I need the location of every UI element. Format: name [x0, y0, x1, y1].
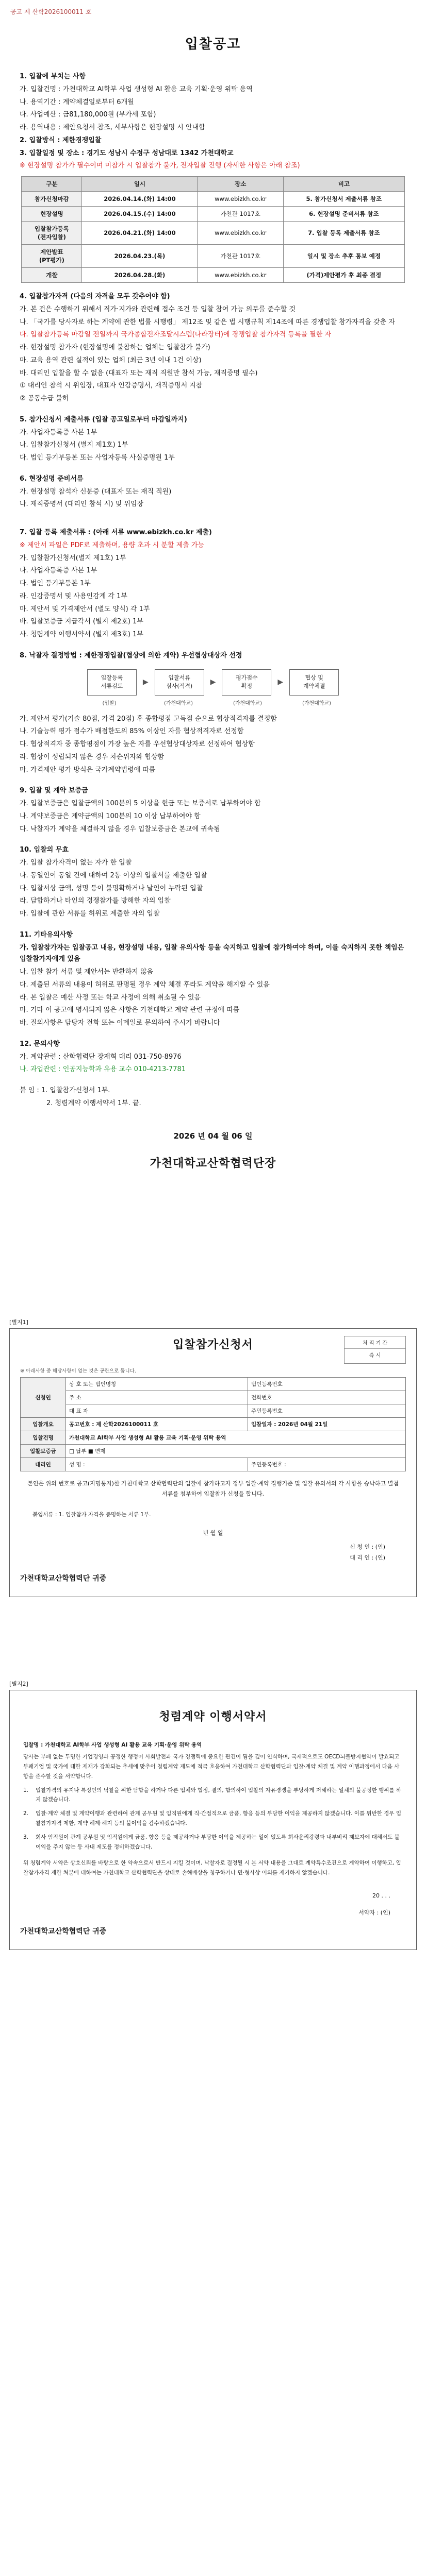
signature-line: 대 리 인 : (인) — [350, 1554, 385, 1562]
table-row — [22, 192, 404, 207]
section-item: 나. 사업자등록증 사본 1부 — [20, 567, 97, 575]
section-item: 가. 입찰참가자는 입찰공고 내용, 현장설명 내용, 입찰 유의사항 등을 숙지하고 입찰에 참가하여야 하며, 이를 숙지하지 못한 책임은 입찰참가자에게 있음 — [20, 943, 404, 963]
section-item: 바. 대리인 입찰을 할 수 없음 (대표자 또는 재직 직원만 참석 가능, 재직증명 필수) — [20, 369, 258, 377]
table-row — [21, 1458, 406, 1471]
table-cell: www.ebizkh.co.kr — [198, 222, 284, 245]
section-heading: 11. 기타유의사항 — [20, 930, 73, 939]
form-attachments: 붙임서류 : 1. 입찰참가 자격을 증명하는 서류 1부. — [32, 1512, 151, 1518]
section-subitem: ② 공동수급 불허 — [20, 395, 69, 402]
table-row — [21, 1431, 406, 1444]
section-item: 다. 법인 등기부등본 1부 — [20, 580, 91, 587]
flow-label: (가천대학교) — [163, 700, 193, 706]
flow-labels — [0, 699, 426, 706]
section-item: 사. 청렴계약 이행서약서 (별지 제3호) 1부 — [20, 631, 143, 638]
arrow-right-icon: ▶ — [142, 678, 149, 686]
section-item: 가. 입찰건명 : 가천대학교 AI학부 사업 생성형 AI 활용 교육 기획·운영 위탁 용역 — [20, 85, 253, 93]
pledge-clause — [23, 1809, 403, 1828]
table-header: 일시 — [82, 177, 198, 192]
table-cell: 제안발표 (PT평가) — [22, 245, 82, 268]
table-row — [21, 1417, 406, 1431]
section-item: 나. 동일인이 동일 건에 대하여 2통 이상의 입찰서를 제출한 입찰 — [20, 871, 207, 879]
table-cell: www.ebizkh.co.kr — [198, 268, 284, 283]
section-item: 나. 계약보증금은 계약금액의 100분의 10 이상 납부하여야 함 — [20, 812, 201, 820]
section-item: 나. 입찰참가신청서 (별지 제1호) 1부 — [20, 441, 128, 449]
section-item: 나. 재직증명서 (대리인 참석 시) 및 위임장 — [20, 500, 143, 509]
flow-step: 평가점수 확정 — [222, 669, 271, 696]
section-item: 나. 과업관련 : 인공지능학과 유용 교수 010-4213-7781 — [20, 1065, 186, 1074]
stamp-value: 즉 시 — [369, 1352, 381, 1359]
table-cell: 입찰건명 — [21, 1431, 66, 1444]
attachment-line: 2. 청렴계약 이행서약서 1부. 끝. — [46, 1099, 141, 1107]
announcement-date: 2026 년 04 월 06 일 — [173, 1131, 253, 1141]
flow-step: 입찰서류 심사(적격) — [155, 669, 204, 696]
table-row — [22, 268, 404, 283]
form-recipient: 가천대학교산학협력단 귀중 — [20, 1574, 107, 1583]
section-item: 마. 가격제안 평가 방식은 국가계약법령에 따름 — [20, 766, 156, 774]
processing-box — [344, 1336, 406, 1364]
section-heading: 4. 입찰참가자격 (다음의 자격을 모두 갖추어야 함) — [20, 293, 170, 300]
section-item: 가. 현장설명 참석자 신분증 (대표자 또는 재직 직원) — [20, 487, 172, 496]
section-heading: 9. 입찰 및 계약 보증금 — [20, 787, 88, 795]
table-cell: 입찰개요 — [21, 1417, 66, 1431]
pledge-closing: 위 청렴계약 서약은 상호신뢰를 바탕으로 한 약속으로서 반드시 지킬 것이며, 낙찰자로 결정될 시 본 서약 내용을 그대로 계약특수조건으로 계약하여 이행하고, 입찰참가자격 제한 처분에 대하여는 가천대학교 산학협력단을 상대로 손해배상을 청구하거나 민·형사상 이의를 제기하지 않겠습니다. — [23, 1859, 401, 1876]
table-cell: 공고번호 : 제 산학2026100011 호 — [66, 1417, 248, 1431]
section-item: 다. 입찰참가등록 마감일 전일까지 국가종합전자조달시스템(나라장터)에 경쟁입찰 참가자격 등록을 필한 자 — [20, 331, 332, 339]
table-cell: 입찰보증금 — [21, 1444, 66, 1458]
section-item: 가. 입찰 참가자격이 없는 자가 한 입찰 — [20, 859, 132, 867]
section-item: 마. 교육 용역 관련 실적이 있는 업체 (최근 3년 이내 1건 이상) — [20, 356, 202, 364]
annex-tag: [별지2] — [9, 1681, 28, 1687]
table-cell: 2026.04.14.(화) 14:00 — [82, 192, 198, 207]
clause-number: 1. — [23, 1787, 29, 1793]
section-item: 라. 담합하거나 타인의 경쟁참가를 방해한 자의 입찰 — [20, 897, 171, 905]
section-subitem: ① 대리인 참석 시 위임장, 대표자 인감증명서, 재직증명서 지참 — [20, 382, 203, 390]
table-cell: 전화번호 — [248, 1391, 405, 1404]
form-title: 입찰참가신청서 — [173, 1338, 253, 1351]
section-item: 라. 현장설명 참가자 (현장설명에 불참하는 업체는 입찰참가 불가) — [20, 344, 210, 351]
table-cell: 성 명 : — [66, 1458, 248, 1471]
table-cell: 대 표 자 — [66, 1404, 248, 1417]
flow-label: (가천대학교) — [233, 700, 263, 706]
application-table — [20, 1377, 406, 1471]
section-item: 가. 입찰보증금은 입찰금액의 100분의 5 이상을 현금 또는 보증서로 납부하여야 함 — [20, 800, 261, 807]
arrow-right-icon: ▶ — [277, 678, 284, 686]
pledge-subject: 입찰명 : 가천대학교 AI학부 사업 생성형 AI 활용 교육 기획·운영 위탁 용역 — [23, 1742, 202, 1748]
section-item: 다. 제출된 서류의 내용이 허위로 판명될 경우 계약 체결 후라도 계약을 해지할 수 있음 — [20, 980, 270, 989]
section-item: 나. 기술능력 평가 점수가 배점한도의 85% 이상인 자를 협상적격자로 선정함 — [20, 727, 244, 736]
clause-text: 회사 임직원이 관계 공무원 및 임직원에게 금품, 향응 등을 제공하거나 부당한 이익을 제공하는 일이 없도록 회사윤리강령과 내부비리 제보자에 대해서도 불이익을 주지 않는 등 사내 제도를 정비하겠습니다. — [36, 1834, 400, 1851]
section-heading: 1. 입찰에 부치는 사항 — [20, 73, 86, 80]
form-signature — [20, 1542, 406, 1564]
section-4 — [0, 291, 426, 662]
pledge-signature: 서약자 : (인) — [358, 1909, 390, 1916]
section-item: 가. 입찰참가신청서(별지 제1호) 1부 — [20, 554, 126, 562]
table-cell: 2026.04.28.(화) — [82, 268, 198, 283]
table-cell: 일시 및 장소 추후 통보 예정 — [283, 245, 404, 268]
table-row — [21, 1391, 406, 1404]
section-heading: 3. 입찰일정 및 장소 : 경기도 성남시 수정구 성남대로 1342 가천대학교 — [20, 149, 234, 157]
section-item: 라. 인감증명서 및 사용인감계 각 1부 — [20, 592, 127, 600]
table-cell: 7. 입찰 등록 제출서류 참조 — [283, 222, 404, 245]
selection-flowchart — [0, 669, 426, 696]
table-cell: 2026.04.15.(수) 14:00 — [82, 207, 198, 222]
pledge-intro: 당사는 부패 없는 투명한 기업경영과 공정한 행정이 사회발전과 국가 경쟁력에 중요한 관건이 됨을 깊이 인식하며, 국제적으로도 OECD뇌물방지협약이 발효되고 부패기업 및 국가에 대한 제재가 강화되는 추세에 맞추어 청렴계약 제도에 적극 호응하여 가천대학교 산학협력단과 입찰·계약 체결 및 계약 이행과정에서 다음 사항을 준수할 것을 서약합니다. — [23, 1753, 400, 1780]
section-item: 다. 협상적격자 중 종합평점이 가장 높은 자를 우선협상대상자로 선정하여 협상함 — [20, 740, 255, 748]
table-cell: 주민등록번호 : — [248, 1458, 405, 1471]
clause-text: 입찰·계약 체결 및 계약이행과 관련하여 관계 공무원 및 임직원에게 직·간접적으로 금품, 향응 등의 부당한 이익을 제공하지 않겠습니다. 이를 위반한 경우 입찰참가자격 제한, 계약 해제·해지 등의 불이익을 감수하겠습니다. — [36, 1810, 401, 1827]
section-heading: 12. 문의사항 — [20, 1040, 60, 1048]
section-item: 나. 용역기간 : 계약체결일로부터 6개월 — [20, 98, 134, 106]
section-item: 바. 질의사항은 담당자 전화 또는 이메일로 문의하여 주시기 바랍니다 — [20, 1019, 220, 1027]
table-cell: 가천대학교 AI학부 사업 생성형 AI 활용 교육 기획·운영 위탁 용역 — [66, 1431, 406, 1444]
pledge-clause — [23, 1786, 403, 1805]
table-cell: 신청인 — [21, 1377, 66, 1417]
table-cell: 가천관 1017호 — [198, 207, 284, 222]
section-item: 다. 입찰서상 금액, 성명 등이 불명확하거나 날인이 누락된 입찰 — [20, 884, 203, 892]
form-statement: 본인은 위의 번호로 공고(지명통지)한 가천대학교 산학협력단의 입찰에 참가하고자 정부 입찰·계약 집행기준 및 입찰 유의서의 각 사항을 승낙하고 별첨서류를 첨부하여 입찰참가 신청을 합니다. — [27, 1480, 399, 1498]
table-row — [21, 1444, 406, 1458]
table-cell: (가격)제안평가 후 최종 결정 — [283, 268, 404, 283]
table-row — [21, 1404, 406, 1417]
flow-label: (입찰) — [102, 700, 117, 706]
table-cell: www.ebizkh.co.kr — [198, 192, 284, 207]
section-heading: 6. 현장설명 준비서류 — [20, 474, 84, 483]
section-item: 라. 본 입찰은 예산 사정 또는 학교 사정에 의해 취소될 수 있음 — [20, 993, 201, 1002]
pledge-clause — [23, 1833, 403, 1852]
section-item: 라. 협상이 성립되지 않은 경우 차순위자와 협상함 — [20, 753, 165, 761]
table-header: 구분 — [22, 177, 82, 192]
clause-number: 2. — [23, 1810, 29, 1817]
signature-line: 신 청 인 : (인) — [350, 1544, 385, 1551]
table-cell: 개찰 — [22, 268, 82, 283]
section-heading: 2. 입찰방식 : 제한경쟁입찰 — [20, 136, 102, 144]
table-cell: 대리인 — [21, 1458, 66, 1471]
table-cell: 현장설명 — [22, 207, 82, 222]
section-item: 바. 입찰보증금 지급각서 (별지 제2호) 1부 — [20, 618, 143, 626]
section-item: 다. 낙찰자가 계약을 체결하지 않을 경우 입찰보증금은 본교에 귀속됨 — [20, 825, 220, 833]
schedule-table — [21, 176, 404, 283]
stamp-label: 처 리 기 간 — [345, 1336, 405, 1349]
table-header: 장소 — [198, 177, 284, 192]
announcement-number: 공고 제 산학2026100011 호 — [10, 8, 92, 15]
table-cell: 입찰참가등록 (전자입찰) — [22, 222, 82, 245]
section-item: 다. 법인 등기부등본 또는 사업자등록 사실증명원 1부 — [20, 454, 175, 462]
pledge-date: 20 . . . — [372, 1892, 390, 1899]
flow-label: (가천대학교) — [302, 700, 332, 706]
annex-tag: [별지1] — [9, 1318, 28, 1326]
table-cell: 가천관 1017호 — [198, 245, 284, 268]
table-cell: 주민등록번호 — [248, 1404, 405, 1417]
table-cell: 상 호 또는 법인명칭 — [66, 1377, 248, 1391]
flow-step: 입찰등록 서류검토 — [87, 669, 137, 696]
section-heading: 8. 낙찰자 결정방법 : 제한경쟁입찰(협상에 의한 계약) 우선협상대상자 선정 — [20, 651, 242, 659]
clause-text: 입찰가격의 유지나 특정인의 낙찰을 위한 담합을 하거나 다른 업체와 협정, 결의, 합의하여 입찰의 자유경쟁을 부당하게 저해하는 일체의 불공정한 행위를 하지 않겠습니다. — [36, 1787, 402, 1803]
table-cell: 법인등록번호 — [248, 1377, 405, 1391]
table-cell: 5. 참가신청서 제출서류 참조 — [283, 192, 404, 207]
table-row — [22, 207, 404, 222]
form-date: 년 월 일 — [203, 1530, 223, 1537]
table-row — [22, 245, 404, 268]
section-item: 다. 사업예산 : 금81,180,000원 (부가세 포함) — [20, 111, 156, 119]
section-8-items — [0, 714, 426, 1110]
table-cell: 6. 현장설명 준비서류 참조 — [283, 207, 404, 222]
page-title: 입찰공고 — [185, 37, 241, 52]
section-item: 마. 제안서 및 가격제안서 (별도 양식) 각 1부 — [20, 605, 150, 613]
table-header: 비고 — [283, 177, 404, 192]
pledge-body — [20, 1735, 406, 1883]
section-heading: 7. 입찰 등록 제출서류 : (아래 서류 www.ebizkh.co.kr 제출) — [20, 529, 212, 536]
form-recipient: 가천대학교산학협력단 귀중 — [20, 1927, 107, 1936]
section-item: 나. 입찰 참가 서류 및 제안서는 반환하지 않음 — [20, 968, 154, 976]
table-cell: 2026.04.21.(화) 14:00 — [82, 222, 198, 245]
section-item: 가. 사업자등록증 사본 1부 — [20, 428, 97, 436]
section-item: 가. 본 건은 수행하기 위해서 직가·지가와 관련해 접수 조건 등 입찰 참여 가능 의무를 준수할 것 — [20, 305, 296, 313]
section-heading: 5. 참가신청서 제출서류 (입찰 공고일로부터 마감일까지) — [20, 415, 187, 423]
arrow-right-icon: ▶ — [210, 678, 216, 686]
section-item: 나. 「국가를 당사자로 하는 계약에 관한 법률 시행령」 제12조 및 같은 법 시행규칙 제14조에 따른 경쟁입찰 참가자격을 갖춘 자 — [20, 318, 395, 326]
section-item: 라. 용역내용 : 제안요청서 참조, 세부사항은 현장설명 시 안내함 — [20, 124, 205, 131]
table-cell: 참가신청마감 — [22, 192, 82, 207]
section-item: 가. 제안서 평가(기술 80점, 가격 20점) 후 종합평점 고득점 순으로 협상적격자를 결정함 — [20, 715, 277, 723]
section-heading: 10. 입찰의 무효 — [20, 846, 69, 854]
flow-step: 협상 및 계약체결 — [289, 669, 339, 696]
table-row — [21, 1377, 406, 1391]
section-item: 마. 입찰에 관한 서류를 허위로 제출한 자의 입찰 — [20, 910, 160, 918]
table-cell: 2026.04.23.(목) — [82, 245, 198, 268]
form-note: ※ 아래사항 중 해당사항이 없는 것은 공란으로 둡니다. — [20, 1368, 136, 1374]
table-cell: □ 납부 ■ 면제 — [66, 1444, 406, 1458]
section-item: 가. 계약관련 : 산학협력단 장재혁 대리 031-750-8976 — [20, 1053, 182, 1061]
form-title: 청렴계약 이행서약서 — [159, 1710, 267, 1723]
bid-application-form — [9, 1328, 417, 1598]
table-row — [22, 222, 404, 245]
notice-text: ※ 제안서 파일은 PDF로 제출하며, 용량 초과 시 분할 제출 가능 — [20, 541, 204, 549]
integrity-pledge-form — [9, 1690, 417, 1950]
table-cell: 입찰일자 : 2026년 04월 21일 — [248, 1417, 405, 1431]
issuer-name: 가천대학교산학협력단장 — [150, 1157, 276, 1170]
clause-number: 3. — [23, 1834, 29, 1841]
section-item: 마. 기타 이 공고에 명시되지 않은 사항은 가천대학교 계약 관련 규정에 따름 — [20, 1006, 240, 1014]
attachment-line: 붙 임 : 1. 입찰참가신청서 1부. — [20, 1087, 110, 1094]
table-cell: 주 소 — [66, 1391, 248, 1404]
notice-text: ※ 현장설명 참가가 필수이며 미참가 시 입찰참가 불가, 전자입찰 진행 (자세한 사항은 아래 참조) — [20, 162, 300, 170]
section-1 — [0, 71, 426, 172]
